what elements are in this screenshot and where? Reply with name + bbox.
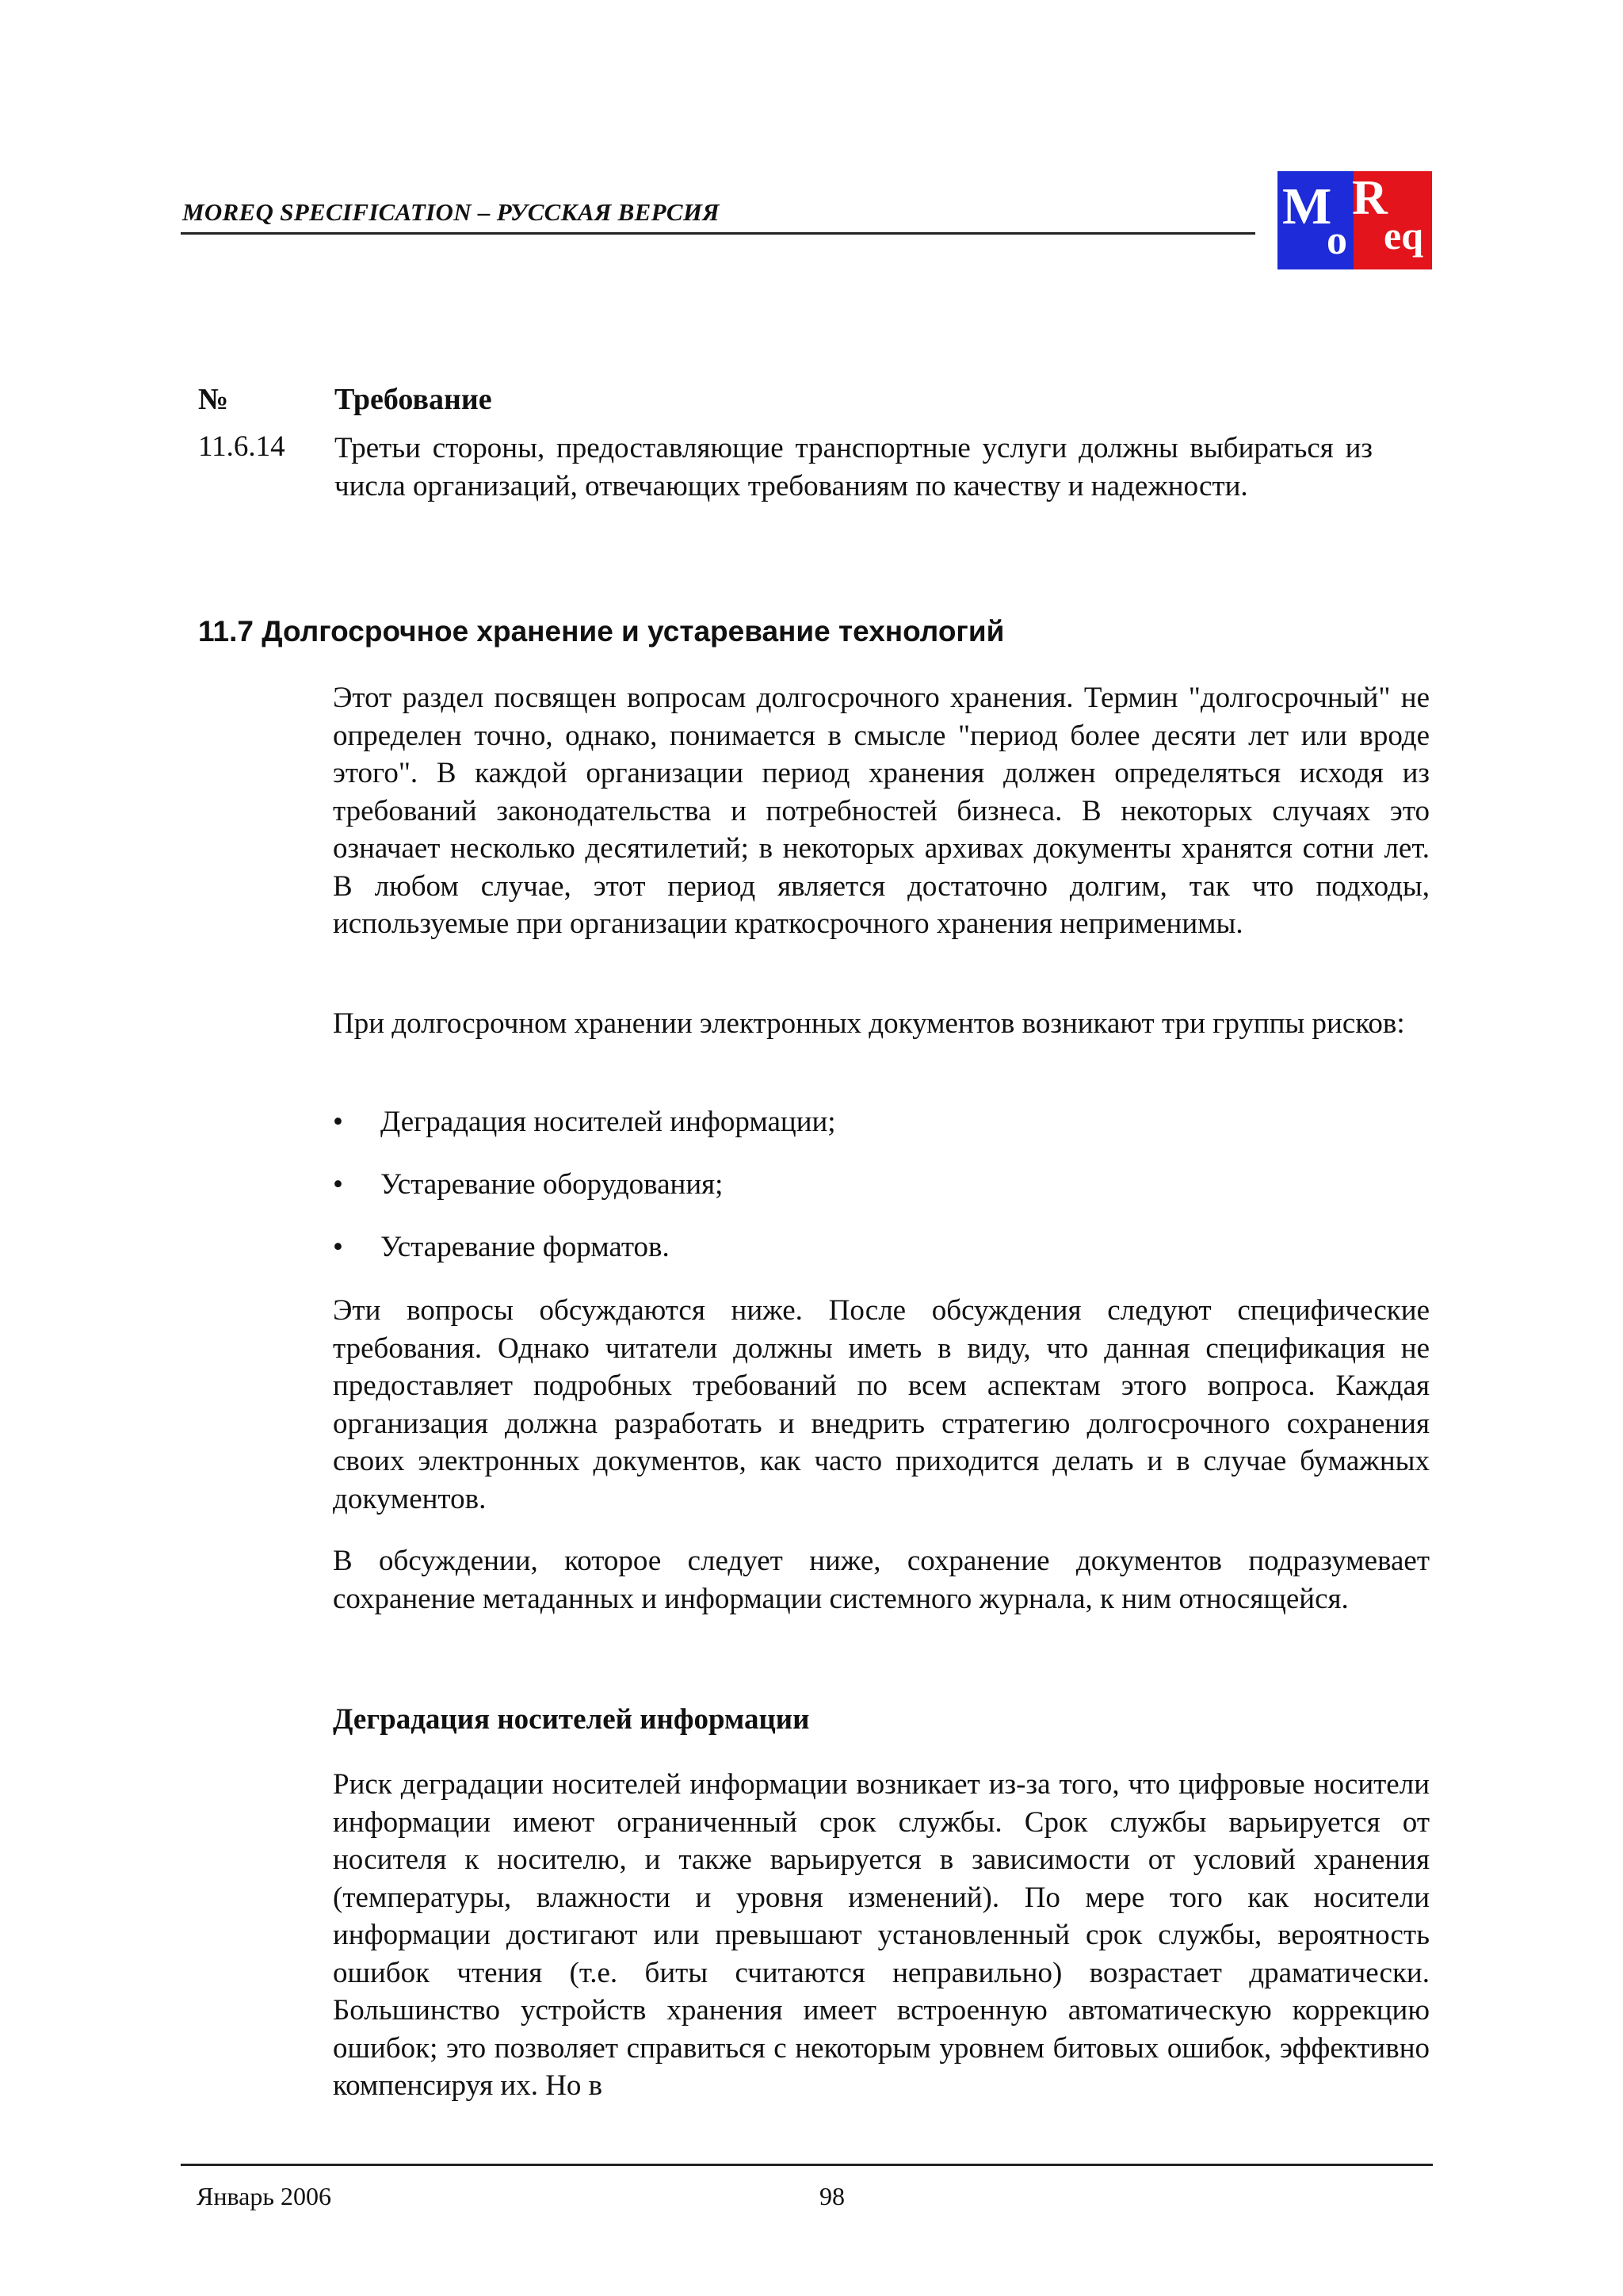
paragraph-4: В обсуждении, которое следует ниже, сохранение документов подразумевает сохранение метаданных и информации системного журнала, к ним относящейся. bbox=[333, 1545, 1430, 1615]
logo-letter-o: o bbox=[1327, 218, 1347, 263]
bullet-text: Устаревание оборудования; bbox=[380, 1168, 724, 1201]
bullet-icon: • bbox=[333, 1168, 343, 1201]
paragraph-5: Риск деградации носителей информации возникает из-за того, что цифровые носители информации имеют ограниченный срок службы. Срок службы варьируется от носителя к носителю, и также варьируется в зависимости от условий хранения (температуры, влажности и уровня изменений). По мере того как носители информации достигают или превышают установленный срок службы, вероятность ошибок чтения (т.е. биты считаются неправильно) возрастает драматически. Большинство устройств хранения имеет встроенную автоматическую коррекцию ошибок; это позволяет справиться с некоторым уровнем битовых ошибок, эффективно компенсируя их. Но в bbox=[333, 1768, 1430, 2102]
logo-letter-m: M bbox=[1282, 178, 1332, 235]
page-number: 98 bbox=[819, 2182, 845, 2210]
paragraph-1: Этот раздел посвящен вопросам долгосрочного хранения. Термин "долгосрочный" не определен точно, однако, понимается в смысле "период более десяти лет или вроде этого". В каждой организации период хранения должен определяться исходя из требований законодательства и потребностей бизнеса. В некоторых случаях это означает несколько десятилетий; в некоторых архивах документы хранятся сотни лет. В любом случае, этот период является достаточно долгим, так что подходы, используемые при организации краткосрочного хранения неприменимы. bbox=[333, 682, 1430, 940]
table-header-number: № bbox=[198, 383, 229, 416]
moreq-logo bbox=[1277, 171, 1432, 269]
subsection-heading: Деградация носителей информации bbox=[333, 1703, 810, 1736]
bullet-text: Устаревание форматов. bbox=[380, 1231, 670, 1263]
requirement-text: Третьи стороны, предоставляющие транспортные услуги должны выбираться из числа организаций, отвечающих требованиям по качеству и надежности. bbox=[334, 432, 1373, 502]
running-header-title: MOREQ SPECIFICATION – РУССКАЯ ВЕРСИЯ bbox=[182, 198, 720, 226]
table-header-requirement: Требование bbox=[334, 383, 492, 416]
bullet-icon: • bbox=[333, 1106, 343, 1138]
bullet-item bbox=[333, 1105, 836, 1139]
footer-date: Январь 2006 bbox=[197, 2182, 331, 2210]
logo-letters-eq: eq bbox=[1384, 213, 1423, 258]
section-heading: 11.7 Долгосрочное хранение и устаревание технологий bbox=[198, 615, 1005, 648]
bullet-item bbox=[333, 1230, 670, 1264]
bullet-item bbox=[333, 1167, 723, 1201]
paragraph-2: При долгосрочном хранении электронных документов возникают три группы рисков: bbox=[333, 1007, 1405, 1040]
logo-letter-r: R bbox=[1352, 171, 1388, 225]
bullet-icon: • bbox=[333, 1231, 343, 1263]
footer-rule bbox=[181, 2164, 1433, 2166]
bullet-text: Деградация носителей информации; bbox=[380, 1106, 836, 1138]
paragraph-3: Эти вопросы обсуждаются ниже. После обсуждения следуют специфические требования. Однако читатели должны иметь в виду, что данная спецификация не предоставляет подробных требований по всем аспектам этого вопроса. Каждая организация должна разработать и внедрить стратегию долгосрочного сохранения своих электронных документов, как часто приходится делать и в случае бумажных документов. bbox=[333, 1294, 1430, 1515]
requirement-number: 11.6.14 bbox=[198, 430, 285, 463]
header-rule bbox=[181, 232, 1255, 235]
